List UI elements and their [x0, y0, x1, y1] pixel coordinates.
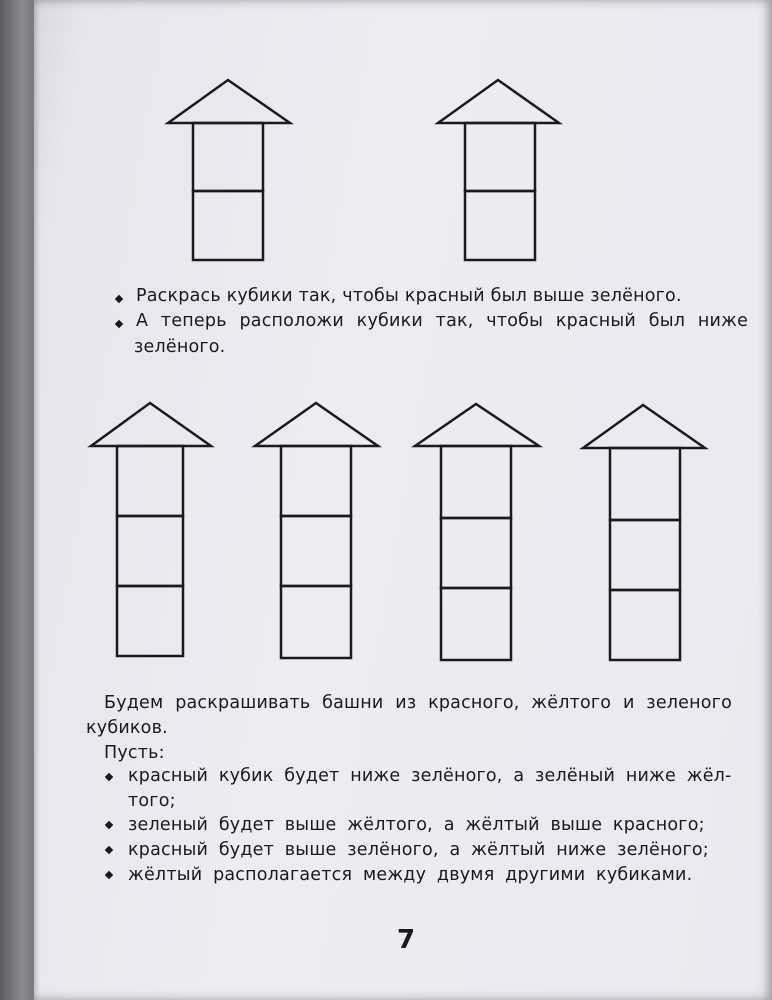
tower-cube-middle — [117, 516, 183, 586]
intro-text — [104, 693, 732, 713]
tower-cube-bottom — [465, 191, 535, 260]
condition-3: красный будет выше зелёного, а жёлтый ниже зелёного; — [128, 840, 709, 860]
condition-text — [128, 791, 176, 811]
condition-4: жёлтый располагается между двумя другими кубиками. — [128, 865, 693, 885]
tower-cube-top — [610, 448, 680, 520]
condition-1: красный кубик будет ниже зелёного, а зелёный ниже жёл- — [128, 766, 732, 786]
tower-roof — [168, 80, 290, 123]
tower-cube-middle — [281, 516, 351, 586]
intro-text — [104, 743, 165, 763]
tower-cube-top — [441, 446, 511, 518]
tower-cube-top — [117, 446, 183, 516]
tower-three-cubes-1[interactable] — [91, 403, 211, 656]
instruction-text — [136, 286, 710, 306]
tower-cube-middle — [441, 518, 511, 588]
condition-1-cont: того; — [128, 791, 176, 811]
tower-cube-bottom — [441, 588, 511, 660]
instruction-text — [134, 337, 225, 357]
instruction-line-2: А теперь расположи кубики так, чтобы красный был ниже — [136, 311, 749, 331]
tower-two-cubes-2[interactable] — [438, 80, 559, 260]
tower-cube-top — [281, 446, 351, 516]
tower-roof — [255, 403, 378, 446]
tower-three-cubes-4[interactable] — [583, 405, 705, 660]
condition-text — [128, 865, 692, 885]
intro-text — [86, 718, 168, 738]
condition-2: зеленый будет выше жёлтого, а жёлтый выше красного; — [128, 815, 705, 835]
tower-two-cubes-1[interactable] — [168, 80, 290, 260]
intro-line-2: кубиков. — [86, 718, 168, 738]
condition-text — [128, 815, 705, 835]
tower-roof — [438, 80, 559, 123]
tower-cube-bottom — [610, 590, 680, 660]
tower-three-cubes-3[interactable] — [415, 404, 539, 660]
instruction-line-1: Раскрась кубики так, чтобы красный был выше зелёного. — [136, 286, 682, 306]
page-number: 7 — [397, 925, 416, 955]
instruction-line-3: зелёного. — [134, 337, 226, 357]
tower-roof — [415, 404, 539, 446]
condition-text — [128, 840, 709, 860]
tower-cube-bottom — [281, 586, 351, 658]
tower-cube-bottom — [193, 191, 263, 260]
tower-roof — [583, 405, 705, 448]
intro-line-3: Пусть: — [104, 743, 165, 763]
tower-three-cubes-2[interactable] — [255, 403, 378, 658]
tower-cube-bottom — [117, 586, 183, 656]
tower-cube-top — [465, 123, 535, 191]
instruction-text — [136, 311, 748, 331]
tower-cube-top — [193, 123, 263, 191]
condition-text — [128, 766, 732, 786]
intro-line-1: Будем раскрашивать башни из красного, жёлтого и зеленого — [104, 693, 732, 713]
tower-cube-middle — [610, 520, 680, 590]
tower-roof — [91, 403, 211, 446]
